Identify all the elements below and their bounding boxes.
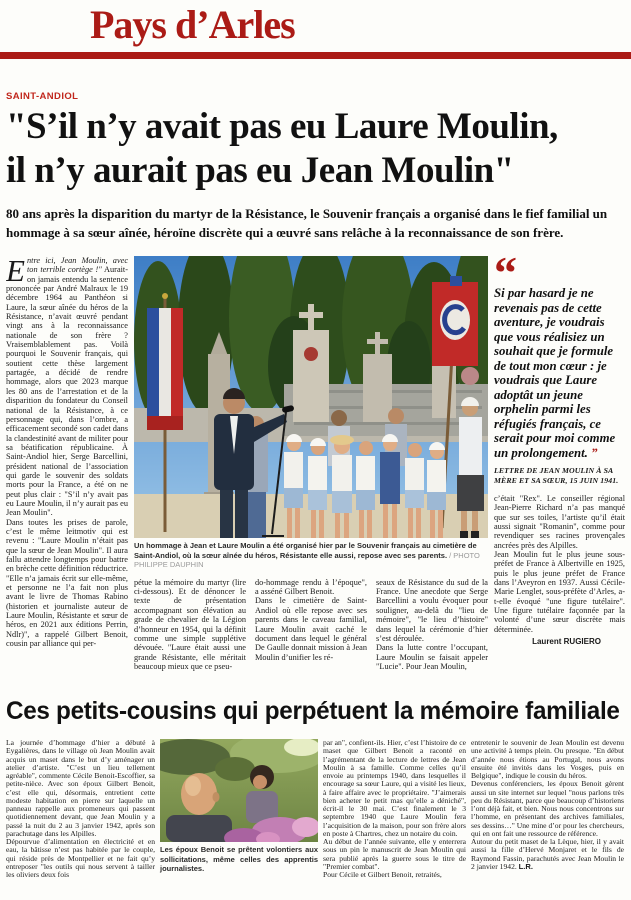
- paragraph: Devenus conférenciers, les époux Benoit gèrent aussi un site internet sur lequel "nous parlons très peu du Résistant, parce que beaucoup d’historiens l’ont déjà fait, et bien. Nous nous concentrons sur l’homme, en présentant des archives familiales, ses dessins…" Une mine d’or pour les chercheurs, qui en ont fait une ressource de référence.: [471, 779, 624, 838]
- section-header: [0, 0, 631, 60]
- dropcap: E: [6, 256, 25, 288]
- article2-column-3: [323, 739, 466, 900]
- quote-body: Si par hasard je ne revenais pas de cette aventure, je voudrais que vous réalisiez un souhait que je formule de tout mon cœur : je voudrais que Laure adoptât un jeune orphelin parmi les réfugiés français, ce serait pour moi comme un prolongement.: [494, 286, 616, 460]
- lead-quote: ntre ici, Jean Moulin, avec ton terrible cortège !": [27, 256, 128, 275]
- article2-column-1: [6, 739, 155, 900]
- article2-photo-column: [160, 739, 318, 900]
- section-title: Pays d’Arles: [90, 2, 295, 47]
- woman: [246, 765, 278, 823]
- couple-photo-caption: Les époux Benoit se prêtent volontiers aux sollicitations, même celles des apprentis journalistes.: [160, 845, 318, 874]
- paragraph: Dans la lutte contre l’occupant, Laure Moulin se faisait appeler "Lucie". Pour Jean Moulin,: [376, 643, 488, 671]
- ceremony-photo: [134, 256, 488, 538]
- article1-byline: Laurent RUGIERO: [532, 637, 601, 647]
- article1-middle: [134, 256, 488, 688]
- section-rule: [0, 52, 631, 59]
- article1-lower-columns: [134, 578, 488, 671]
- paragraph: Pour Cécile et Gilbert Benoit, retraités,: [323, 870, 442, 879]
- paragraph: entretenir le souvenir de Jean Moulin est devenu une activité à temps plein. Ou presque. "En début d’année nous étions au Portugal, nous avons ensuite été invités dans les Vosges, puis en Belgique", indique le cousin du héros.: [471, 739, 624, 780]
- couple-photo: [160, 739, 318, 842]
- paragraph: [471, 838, 624, 871]
- paragraph: c’était "Rex". Le conseiller régional Jean-Pierre Richard n’a pas manqué que sur ses toiles, l’artiste qu’il était aussi signait "Romanin", comme pour revendiquer ses racines provençales ancrées près des Alpilles.: [494, 494, 625, 550]
- article1-column-3: [255, 578, 367, 671]
- article1-body: [6, 256, 625, 688]
- article1-headline: [6, 105, 625, 193]
- pull-quote-column: [494, 256, 625, 688]
- article1-standfirst: 80 ans après la disparition du martyr de la Résistance, le Souvenir français a organisé dans le fief familial un hommage à sa sœur aînée, héroïne discrète qui a œuvré sans relâche à la reconnaissance de son frère.: [6, 206, 608, 240]
- pull-quote-attribution: LETTRE DE JEAN MOULIN À SA MÈRE ET SA SŒUR, 15 JUIN 1941.: [494, 466, 619, 485]
- photo-credit: / PHOTO PHILIPPE DAUPHIN: [134, 550, 480, 570]
- paragraph-text: Aurait-on jamais entendu la sentence prononcée par André Malraux le 19 décembre 1964 au Panthéon si Laure, la sœur aînée du héros de la Résistance, n’avait œuvré pendant vingt ans à la reconnaissance nationale de son frère ? Vraisemblablement pas. Voilà pourquoi le Souvenir français, qui soutient cette thèse largement partagée, a décidé de rendre hommage, alors que 2023 marque les 80 ans de l’arrestation et de la disparition du fondateur du Conseil national de la Résistance, à ce personnage qui, dans l’ombre, a efficacement secondé son cadet dans la clandestinité avant de militer pour sa béatification républicaine. À Saint-Andiol hier, Serge Barcellini, président national de l’association qui garde le souvenir des soldats morts pour la France, a été on ne peut plus clair : "S’il n’y avait pas eu Laure Moulin, il n’y aurait pas eu Jean Moulin".: [6, 265, 129, 518]
- closing-quote-icon: ”: [587, 445, 598, 460]
- pull-quote-text: [494, 286, 625, 460]
- ceremony-photo-illustration: [134, 256, 488, 538]
- paragraph: seaux de Résistance du sud de la France. Une anecdote que Serge Barcellini a voulu évoquer pour souligner, au-delà du "lieu de mémoire", "le lieu d’histoire" dans lequel la cérémonie d’hier s’est déroulée.: [376, 577, 488, 643]
- article2-byline: L.R.: [518, 861, 534, 871]
- paragraph: La journée d’hommage d’hier a débuté à Eygalières, dans le village où Jean Moulin avait acquis un maset dans le but d’y aménager un atelier d’artiste. "C’est un lieu tellement agréable", commente Cécile Benoit-Escoffier, sa petite-nièce. Avec son époux Gilbert Benoit, c’est elle qui, désormais, entretient cette modeste habitation en pierre sur laquelle un panneau rappelle aux promeneurs qui passent quotidiennement devant, que Jean Moulin y a passé la nuit du 2 au 3 janvier 1942, après son parachutage dans les Alpilles.: [6, 739, 155, 838]
- article1-column-1: [6, 256, 128, 688]
- headline-line2: il n’y aurait pas eu Jean Moulin": [6, 150, 514, 191]
- article1-column-4: [376, 578, 488, 671]
- paragraph: par an", confient-ils. Hier, c’est l’histoire de ce maset que Gilbert Benoit a raconté en l’agrémentant de la lecture de lettres de Jean Moulin à sa famille. Comme celles qu’il envoie au printemps 1940, dans lesquelles il encourage sa sœur Laure, qui a visité les lieux, à faire affaire avec le propriétaire. "J’aimerais bien acheter le petit mas qu’elle a déniché", écrit-il le 30 mai. C’est finalement le 3 septembre 1940 que Laure Moulin fera l’acquisition de la maison, pour son frère alors en poste à Chartres, chez un notaire du coin.: [323, 739, 466, 838]
- couple-photo-illustration: [160, 739, 318, 842]
- caption-text: Un hommage à Jean et Laure Moulin a été organisé hier par le Souvenir français au cimetière de Saint-Andiol, où la sœur aînée du héros, Résistante elle aussi, repose avec ses parents.: [134, 541, 477, 560]
- photo-caption: [134, 541, 488, 570]
- paragraph: Dans le cimetière de Saint-Andiol où elle repose avec ses parents dans le caveau familial, Laure Moulin avait caché le document dans lequel le général De Gaulle donnait mission à Jean Moulin d’unifier les ré-: [255, 596, 367, 662]
- article2-body: [6, 739, 625, 900]
- article2-headline: Ces petits-cousins qui perpétuent la mémoire familiale: [6, 697, 620, 725]
- paragraph: Au début de l’année suivante, elle y enterrera sous un pin le manuscrit de Jean Moulin qui sera publié après la guerre sous le titre de "Premier combat".: [323, 837, 466, 871]
- article1-column-2: [134, 578, 246, 671]
- paragraph: pétue la mémoire du martyr (lire ci-dessous). Et de dénoncer le texte de présentation accompagnant son élévation au grade de chevalier de la Légion d’honneur en 1954, qui la définit comme une simple supplétive dévouée. "Laure était aussi une grande Résistante, elle méritait beaucoup mieux que ce pseu-: [134, 577, 246, 671]
- paragraph: Dépourvue d’alimentation en électricité et en eau, la bâtisse n’est pas habitée par le couple, qui réside près de Montpellier et ne fait qu’y entreposer "les outils qui nous servent à tailler les oliviers deux fois: [6, 837, 155, 879]
- paragraph-text: Autour du petit maset de la Lèque, hier, il y avait aussi la fille d’Hervé Monjaret et le fils de Raymond Fassin, parachutés avec Jean Moulin le 2 janvier 1942.: [471, 837, 624, 871]
- paragraph: [6, 256, 128, 518]
- paragraph: Dans toutes les prises de parole, c’est le même leitmotiv qui est revenu : "Laure Moulin n’était pas que la sœur de Jean Moulin". Il aura fallu attendre longtemps pour battre en brèche cette définition réductrice. "Elle n’a jamais écrit sur elle-même, et personne ne l’a fait non plus avant le livre de Thomas Rabino (historien et journaliste auteur de Laure Moulin, Résistante et sœur de héros, en 2021 aux éditions Perrin, Ndlr)", a rappelé Gilbert Benoit, cousin par alliance qui per-: [6, 517, 128, 649]
- headline-line1: "S’il n’y avait pas eu Laure Moulin,: [6, 106, 558, 147]
- article2-column-4: [471, 739, 624, 900]
- paragraph: do-hommage rendu à l’époque", a asséné Gilbert Benoit.: [255, 577, 367, 597]
- opening-quote-icon: “: [494, 256, 517, 298]
- article1-column-5: [494, 494, 625, 634]
- paragraph: Jean Moulin fut le plus jeune sous-préfet de France à Albertville en 1925, puis le plus jeune préfet de France dans l’Aveyron en 1937. Aussi Cécile-Marie Lenglet, sous-préfète d’Arles, a-t-elle évoqué "une figure tutélaire". Une figure tutélaire façonnée par la volonté d’une sœur discrète mais déterminée.: [494, 550, 625, 634]
- article1-kicker: SAINT-ANDIOL: [6, 91, 79, 102]
